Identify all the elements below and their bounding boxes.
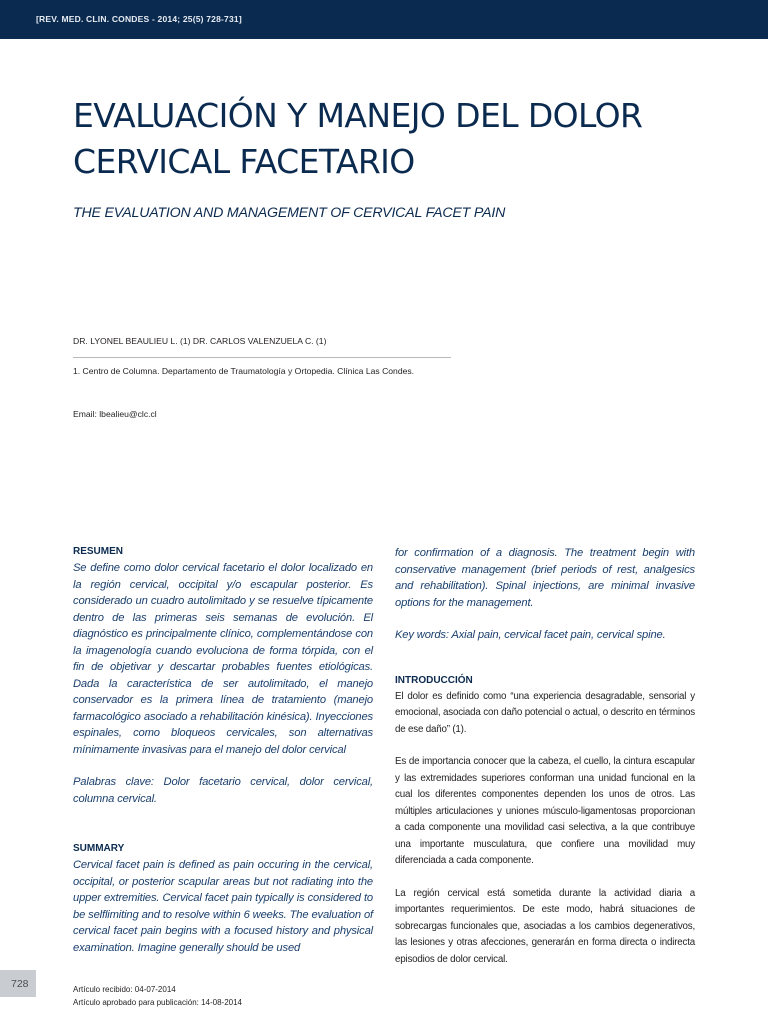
article-title: EVALUACIÓN Y MANEJO DEL DOLOR CERVICAL FACETARIO xyxy=(73,96,643,181)
summary-text-part2: for confirmation of a diagnosis. The treatment begin with conservative management (brief periods of rest, analgesics and rehabilitation). Spinal injections, are minimal invasive options for the management. xyxy=(395,547,695,609)
approved-date: Artículo aprobado para publicación: 14-08-2014 xyxy=(73,998,243,1007)
article-dates xyxy=(73,983,242,1009)
journal-reference: [REV. MED. CLIN. CONDES - 2014; 25(5) 728-731] xyxy=(36,14,242,24)
email: Email: lbealieu@clc.cl xyxy=(73,409,157,419)
right-column xyxy=(395,545,695,968)
summary-keywords: Key words: Axial pain, cervical facet pain, cervical spine. xyxy=(395,629,666,641)
summary-text-part1: Cervical facet pain is defined as pain occuring in the cervical, occipital, or posterior scapular areas but not radiating into the upper extremities. Cervical facet pain typically is considered to be selflimiting and to resolve within 6 weeks. The evaluation of cervical facet pain begins with a focused history and physical examination. Imagine generally should be used xyxy=(73,859,373,954)
introduccion-paragraph-1: El dolor es definido como “una experiencia desagradable, sensorial y emocional, asociada con daño potencial o actual, o descrito en términos de ese daño” (1). xyxy=(395,690,695,735)
resumen-text: Se define como dolor cervical facetario el dolor localizado en la región cervical, occipital y/o escapular posterior. Es considerado un cuadro autolimitado y se resuelve típicamente dentro de las primeras seis semanas de evolución. El diagnóstico es principalmente clínico, complementándose con la imagenología cuando evoluciona de forma tórpida, con el fin de objetivar y descartar probables fuentes etiológicas. Dada la característica de ser autolimitado, el manejo conservador es la primera línea de tratamiento (manejo farmacológico asociado a rehabilitación kinésica). Inyecciones espinales, como bloqueos cervicales, son alternativas mínimamente invasivas para el manejo del dolor cervical xyxy=(73,562,373,756)
resumen-keywords: Palabras clave: Dolor facetario cervical, dolor cervical, columna cervical. xyxy=(73,776,373,805)
author-divider xyxy=(73,357,451,358)
article-subtitle: THE EVALUATION AND MANAGEMENT OF CERVICAL FACET PAIN xyxy=(73,205,506,221)
introduccion-paragraph-2: Es de importancia conocer que la cabeza, el cuello, la cintura escapular y las extremidades superiores conforman una unidad funcional en la cual los diferentes componentes dependen los unos de otros. Las múltiples articulaciones y uniones músculo-ligamentosas proporcionan a cada componente una movilidad casi selectiva, a la que contribuye una importante musculatura, que confiere una movilidad muy diferenciada a cada componente. xyxy=(395,756,695,866)
authors: DR. LYONEL BEAULIEU L. (1) DR. CARLOS VALENZUELA C. (1) xyxy=(73,336,327,346)
journal-header-bar xyxy=(0,0,768,39)
affiliation: 1. Centro de Columna. Departamento de Traumatología y Ortopedia. Clínica Las Condes. xyxy=(73,366,415,376)
resumen-heading: RESUMEN xyxy=(73,546,124,557)
introduccion-paragraph-3: La región cervical está sometida durante la actividad diaria a importantes requerimientos. De este modo, habrá situaciones de sobrecargas funcionales que, asociadas a los cambios degenerativos, las lesiones y otras afecciones, generarán en forma directa o indirecta episodios de dolor cervical. xyxy=(395,887,695,965)
summary-heading: SUMMARY xyxy=(73,843,125,854)
left-column xyxy=(73,545,373,956)
page-number: 728 xyxy=(11,978,29,990)
received-date: Artículo recibido: 04-07-2014 xyxy=(73,985,176,994)
introduccion-heading: INTRODUCCIÓN xyxy=(395,674,473,686)
page-number-box xyxy=(0,970,36,997)
